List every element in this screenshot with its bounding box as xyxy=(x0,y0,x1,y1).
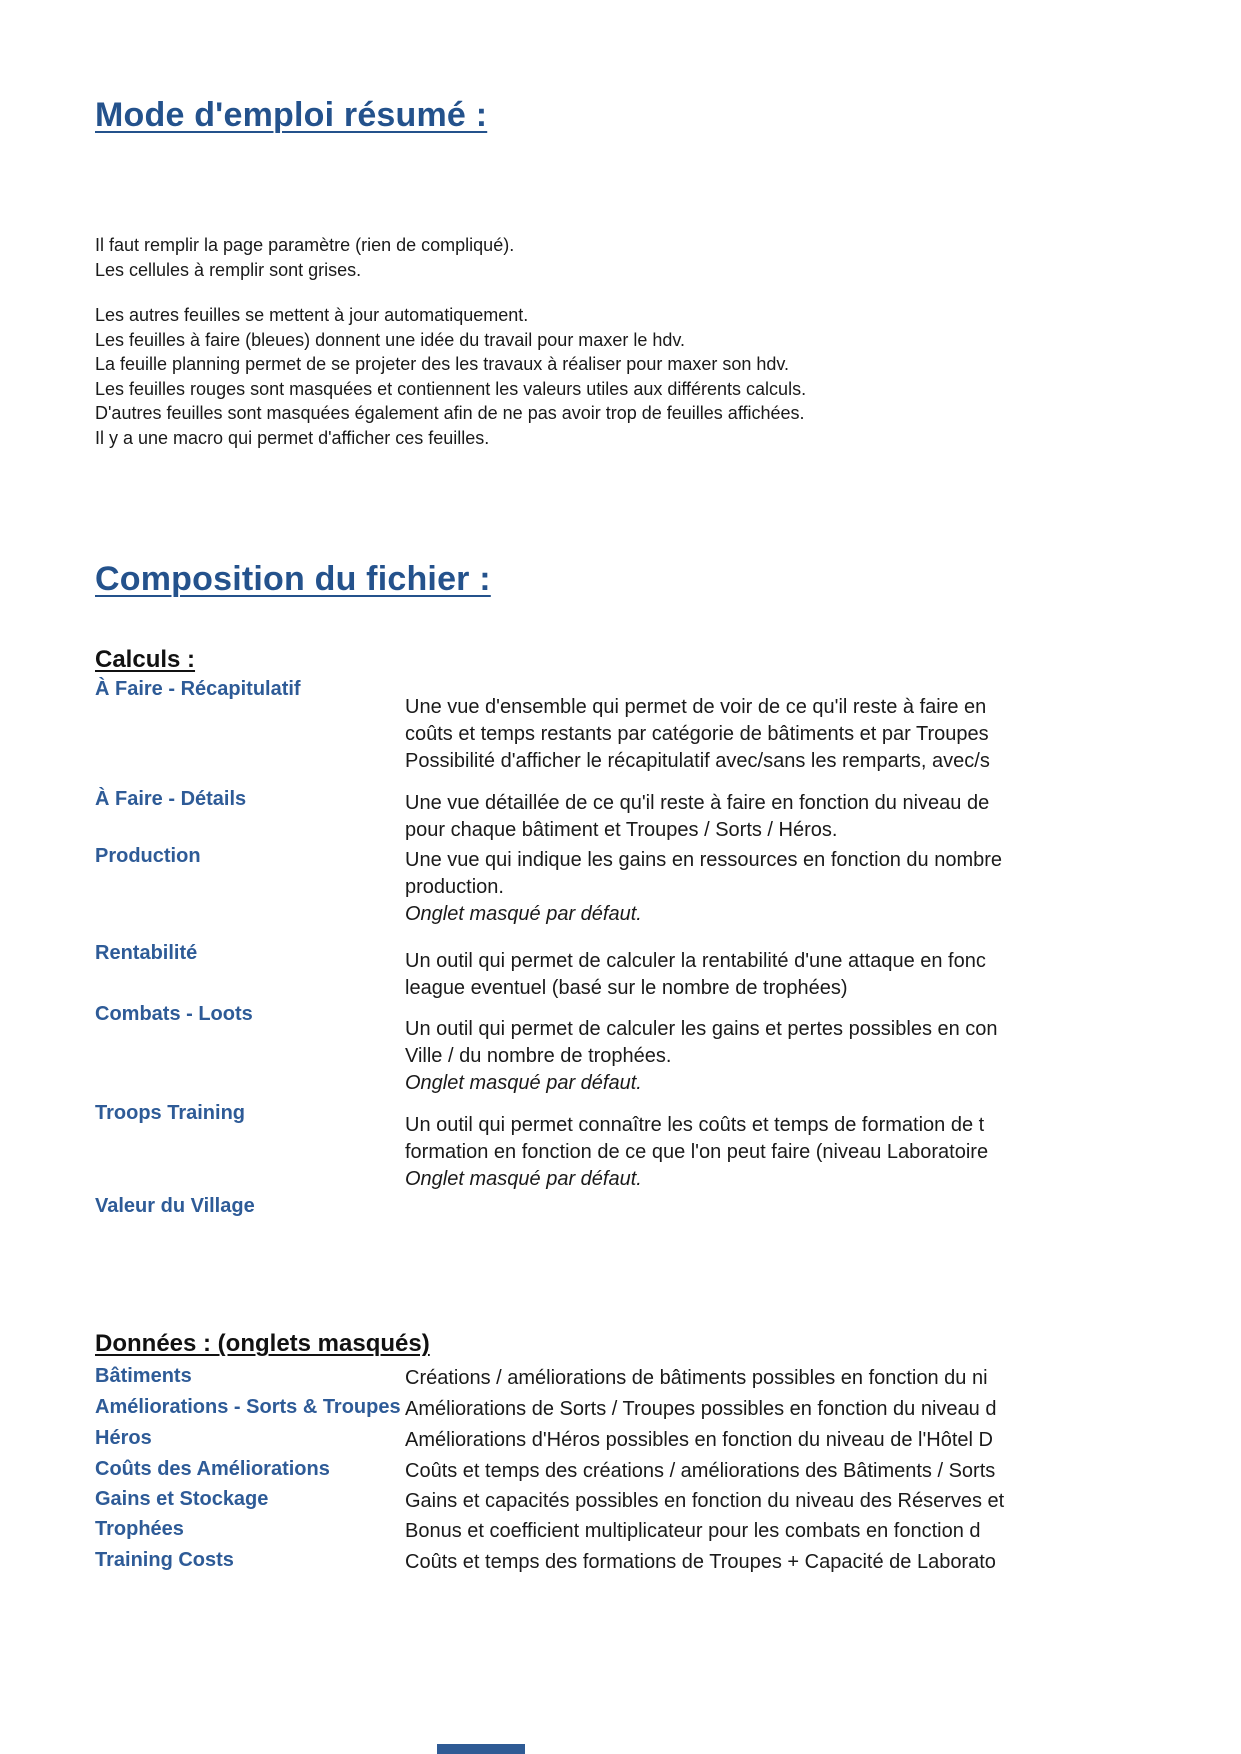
sheet-label-a-faire-recapitulatif: À Faire - Récapitulatif xyxy=(95,678,301,700)
description-line: pour chaque bâtiment et Troupes / Sorts / Héros. xyxy=(405,819,838,841)
description-line: Coûts et temps des formations de Troupes + Capacité de Laborato xyxy=(405,1551,996,1573)
sheet-description xyxy=(405,694,990,775)
section-title-composition: Composition du fichier : xyxy=(95,560,491,598)
description-line: coûts et temps restants par catégorie de bâtiments et par Troupes xyxy=(405,723,989,745)
sheet-label-troops-training: Troops Training xyxy=(95,1102,246,1124)
description-line: Ville / du nombre de trophées. xyxy=(405,1045,672,1067)
sheet-label-combats-loots: Combats - Loots xyxy=(95,1003,253,1025)
intro-paragraph-1 xyxy=(95,233,514,282)
sheet-description xyxy=(405,1365,988,1392)
description-line: production. xyxy=(405,876,504,898)
sheet-description xyxy=(405,1518,981,1545)
sheet-description xyxy=(405,1427,993,1454)
description-line: Un outil qui permet connaître les coûts et temps de formation de t xyxy=(405,1114,985,1136)
sheet-label-a-faire-details: À Faire - Détails xyxy=(95,788,247,810)
paragraph-line: La feuille planning permet de se projeter des les travaux à réaliser pour maxer son hdv. xyxy=(95,354,790,374)
paragraph-line: Il faut remplir la page paramètre (rien de compliqué). xyxy=(95,235,515,255)
hidden-tab-note: Onglet masqué par défaut. xyxy=(405,1168,642,1190)
sheet-label-training-costs: Training Costs xyxy=(95,1549,234,1571)
description-line: league eventuel (basé sur le nombre de trophées) xyxy=(405,977,848,999)
sheet-description xyxy=(405,1396,996,1423)
sheet-description xyxy=(405,1112,988,1193)
sheet-description xyxy=(405,948,986,1002)
paragraph-line: Les feuilles à faire (bleues) donnent une idée du travail pour maxer le hdv. xyxy=(95,329,686,350)
sheet-description xyxy=(405,1458,995,1485)
sheet-label-couts-des-ameliorations: Coûts des Améliorations xyxy=(95,1458,330,1480)
sheet-label-rentabilite: Rentabilité xyxy=(95,942,198,964)
description-line: Améliorations d'Héros possibles en fonction du niveau de l'Hôtel D xyxy=(405,1429,993,1451)
hidden-tab-note: Onglet masqué par défaut. xyxy=(405,1072,642,1094)
sheet-description xyxy=(405,1549,996,1576)
sheet-description xyxy=(405,1016,998,1097)
sheet-label-gains-et-stockage: Gains et Stockage xyxy=(95,1488,269,1510)
sheet-description xyxy=(405,1488,1004,1515)
donnees-section-heading: Données : (onglets masqués) xyxy=(95,1330,430,1357)
sheet-label-valeur-du-village: Valeur du Village xyxy=(95,1195,255,1217)
paragraph-line: D'autres feuilles sont masquées également afin de ne pas avoir trop de feuilles affichées. xyxy=(95,403,805,423)
description-line: Possibilité d'afficher le récapitulatif avec/sans les remparts, avec/s xyxy=(405,750,990,772)
sheet-description xyxy=(405,790,989,844)
description-line: Une vue qui indique les gains en ressources en fonction du nombre xyxy=(405,849,1003,871)
sheet-label-production: Production xyxy=(95,845,201,867)
paragraph-line: Les autres feuilles se mettent à jour automatiquement. xyxy=(95,305,529,325)
sheet-label-heros: Héros xyxy=(95,1427,152,1449)
description-line: Gains et capacités possibles en fonction du niveau des Réserves et xyxy=(405,1490,1005,1512)
description-line: Coûts et temps des créations / améliorations des Bâtiments / Sorts xyxy=(405,1460,996,1482)
description-line: formation en fonction de ce que l'on peut faire (niveau Laboratoire xyxy=(405,1141,989,1163)
sheet-label-batiments: Bâtiments xyxy=(95,1365,192,1387)
description-line: Bonus et coefficient multiplicateur pour les combats en fonction d xyxy=(405,1520,981,1542)
main-title: Mode d'emploi résumé : xyxy=(95,96,488,134)
paragraph-line: Les feuilles rouges sont masquées et contiennent les valeurs utiles aux différents calculs. xyxy=(95,378,807,399)
clipped-blue-cell xyxy=(437,1744,525,1754)
hidden-tab-note: Onglet masqué par défaut. xyxy=(405,903,642,925)
calculs-section-heading: Calculs : xyxy=(95,646,196,673)
sheet-description xyxy=(405,847,1002,928)
description-line: Une vue détaillée de ce qu'il reste à faire en fonction du niveau de xyxy=(405,792,990,814)
description-line: Un outil qui permet de calculer la rentabilité d'une attaque en fonc xyxy=(405,950,986,972)
description-line: Un outil qui permet de calculer les gains et pertes possibles en con xyxy=(405,1018,998,1040)
description-line: Améliorations de Sorts / Troupes possibles en fonction du niveau d xyxy=(405,1398,997,1420)
sheet-label-trophees: Trophées xyxy=(95,1518,184,1540)
paragraph-line: Les cellules à remplir sont grises. xyxy=(95,259,362,280)
description-line: Une vue d'ensemble qui permet de voir de ce qu'il reste à faire en xyxy=(405,696,987,718)
paragraph-line: Il y a une macro qui permet d'afficher ces feuilles. xyxy=(95,427,490,448)
sheet-label-ameliorations-sorts-troupes: Améliorations - Sorts & Troupes xyxy=(95,1396,401,1418)
description-line: Créations / améliorations de bâtiments possibles en fonction du ni xyxy=(405,1367,988,1389)
intro-paragraph-2 xyxy=(95,303,806,450)
